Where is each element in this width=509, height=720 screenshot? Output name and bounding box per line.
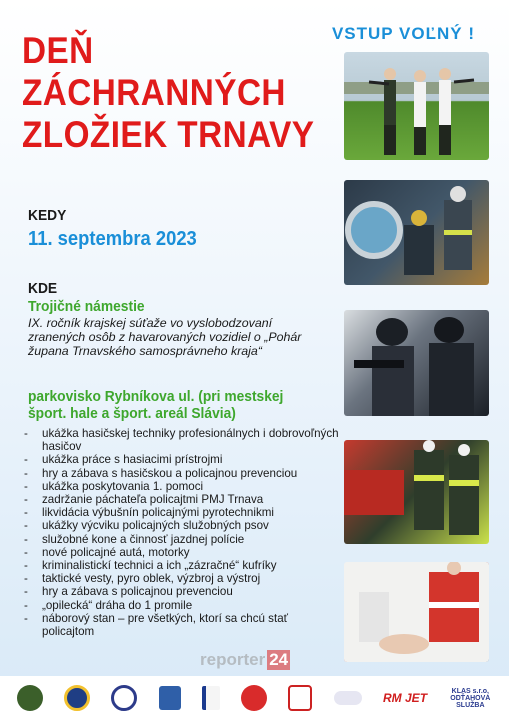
reporter24-watermark bbox=[200, 650, 290, 670]
city-arena-logo-icon bbox=[334, 691, 362, 705]
free-entry-badge: VSTUP VOĽNÝ ! bbox=[331, 24, 475, 43]
list-item: - hry a zábava s hasičskou a policajnou prevenciou bbox=[22, 467, 340, 480]
list-item: - ukážka hasičskej techniky profesionálnych i dobrovoľných hasičov bbox=[22, 427, 340, 453]
list-item: - služobné kone a činnosť jazdnej polície bbox=[22, 533, 340, 546]
poster-title bbox=[22, 30, 347, 156]
car-rescue-illustration bbox=[344, 440, 489, 544]
firefighters-illustration bbox=[344, 180, 489, 285]
list-item: - ukážka práce s hasiacimi prístrojmi bbox=[22, 453, 340, 466]
list-item: - nové policajné autá, motorky bbox=[22, 546, 340, 559]
photo-special-police-unit bbox=[344, 310, 489, 416]
activities-list bbox=[22, 427, 340, 638]
place-trojicne-namestie: Trojičné námestie bbox=[28, 298, 145, 315]
trnava-city-logo-icon bbox=[202, 686, 220, 710]
place-1-description: IX. ročník krajskej súťaže vo vyslobodzovaní zranených osôb z havarovaných vozidiel o „Pohár župana Trnavského samosprávneho kraja“ bbox=[28, 316, 302, 358]
list-item: - ukážka poskytovania 1. pomoci bbox=[22, 480, 340, 493]
ambulance-star-logo-icon bbox=[241, 685, 267, 711]
list-item: - ukážky výcviku policajných služobných psov bbox=[22, 519, 340, 532]
rm-jet-logo: RM JET bbox=[383, 691, 428, 705]
watermark-text: reporter bbox=[200, 650, 266, 669]
police-badge-logo-icon bbox=[64, 685, 90, 711]
when-label: KEDY bbox=[28, 207, 67, 224]
list-item: - taktické vesty, pyro oblek, výzbroj a výstroj bbox=[22, 572, 340, 585]
special-unit-illustration bbox=[344, 310, 489, 416]
event-date: 11. septembra 2023 bbox=[28, 228, 197, 250]
list-item: - „opilecká“ dráha do 1 promile bbox=[22, 599, 340, 612]
title-line-1: DEŇ bbox=[22, 30, 94, 71]
where-label: KDE bbox=[28, 280, 58, 297]
list-item: - kriminalistickí technici a ich „zázračné“ kufríky bbox=[22, 559, 340, 572]
first-aid-illustration bbox=[344, 562, 489, 662]
fire-rescue-logo-icon bbox=[111, 685, 137, 711]
sponsor-logos-footer bbox=[0, 676, 509, 720]
photo-firefighters-rescue bbox=[344, 180, 489, 285]
photo-car-crash-rescue bbox=[344, 440, 489, 544]
title-line-3: ZLOŽIEK TRNAVY bbox=[22, 114, 315, 155]
list-item: - hry a zábava s policajnou prevenciou bbox=[22, 585, 340, 598]
photo-first-aid bbox=[344, 562, 489, 662]
photo-police-shooting bbox=[344, 52, 489, 160]
police-shooting-illustration bbox=[344, 52, 489, 160]
trnava-region-coat-of-arms-icon bbox=[159, 686, 181, 710]
klas-towing-logo: KLAS s.r.o. ODŤAHOVÁ SLUŽBA bbox=[450, 687, 491, 709]
city-police-shield-icon bbox=[288, 685, 312, 711]
list-item: - náborový stan – pre všetkých, ktorí sa chcú stať policajtom bbox=[22, 612, 340, 638]
title-line-2: ZÁCHRANNÝCH bbox=[22, 72, 286, 113]
place-parkovisko-rybnikova: parkovisko Rybníkova ul. (pri mestskej šport. hale a šport. areál Slávia) bbox=[28, 388, 284, 422]
rescue-cross-logo-icon bbox=[17, 685, 43, 711]
list-item: - likvidácia výbušnín policajnými pyrotechnikmi bbox=[22, 506, 340, 519]
list-item: - zadržanie páchateľa policajtmi PMJ Trnava bbox=[22, 493, 340, 506]
watermark-number: 24 bbox=[269, 650, 289, 669]
